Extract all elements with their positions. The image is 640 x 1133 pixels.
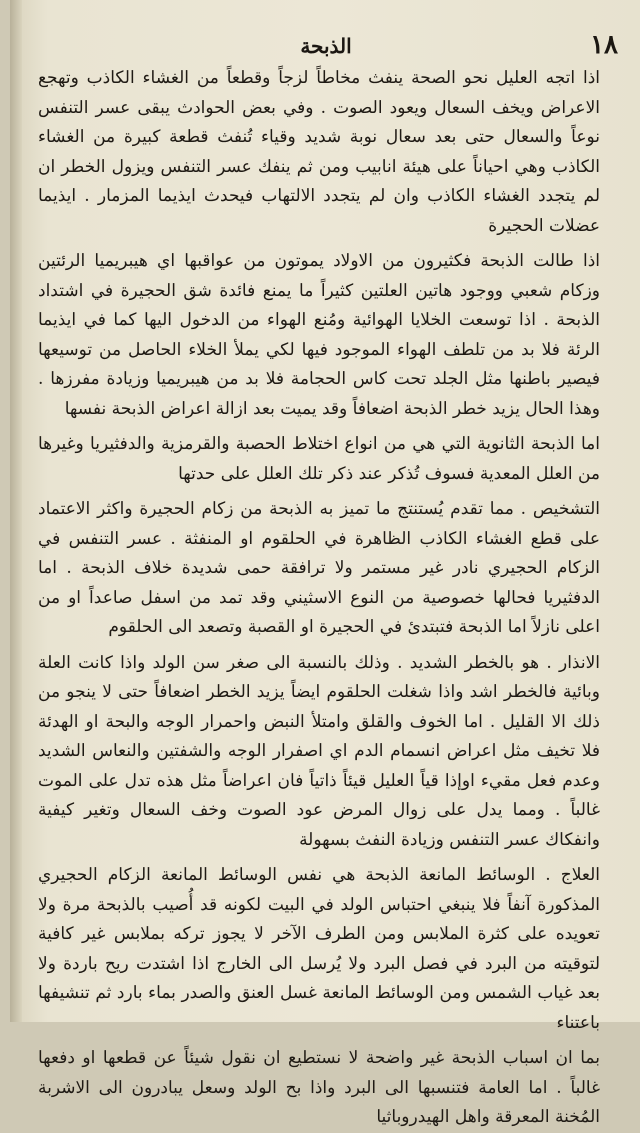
paragraph-7: بما ان اسباب الذبحة غير واضحة لا نستطيع ان نقول شيئاً عن قطعها او دفعها غالباً . اما العامة فتنسبها الى البرد واذا بح الولد وسعل يبادرون الى الاشربة المُخنة المعرقة واهل الهيدروباثيا bbox=[38, 1048, 600, 1127]
running-title: الذبحة bbox=[300, 34, 352, 58]
page-header bbox=[30, 30, 622, 66]
paragraph-1: اذا اتجه العليل نحو الصحة ينفث مخاطاً لزجاً وقطعاً من الغشاء الكاذب وتهجع الاعراض ويخف السعال ويعود الصوت . وفي بعض الحوادث يبقى عسر التنفس نوعاً والسعال حتى بعد سعال نوبة شديد وقياء تُنفث قطعة كبيرة من الغشاء الكاذب وهي احياناً على هيئة انابيب ومن ثم ينفك عسر التنفس ويزول الخطر ان لم يتجدد الغشاء الكاذب وان لم يتجدد الالتهاب فيحدث ايذيما المزمار . ايذيما عضلات الحجيرة bbox=[38, 68, 600, 236]
paragraph-3: اما الذبحة الثانوية التي هي من انواع اختلاط الحصبة والقرمزية والدفثيريا وغيرها من العلل المعدية فسوف تُذكر عند ذكر تلك العلل على حدتها bbox=[38, 434, 600, 484]
book-spine-shadow bbox=[10, 0, 22, 1022]
body-text bbox=[38, 64, 600, 1133]
paragraph-treatment: العلاج . الوسائط المانعة الذبحة هي نفس الوسائط المانعة الزكام الحجيري المذكورة آنفاً فلا ينبغي احتباس الولد في البيت لكونه قد أُصيب بالذبحة مرة ولا تعويده على كثرة الملابس ومن الطرف الآخر لا يجوز تركه بملابس غير كافية لتوقيته من البرد في فصل البرد ولا يُرسل الى الخارج اذا اشتدت ريح باردة ولا بعد غياب الشمس ومن الوسائط المانعة غسل العنق والصدر بماء بارد ثم تنشيفها باعتناء bbox=[38, 865, 600, 1033]
paragraph-2: اذا طالت الذبحة فكثيرون من الاولاد يموتون من عواقبها اي هيبريميا الرئتين وزكام شعبي ووجود هاتين العلتين كثيراً ما يمنع فائدة شق الحجيرة في اشتداد الذبحة . اذا توسعت الخلايا الهوائية ومُنع الهواء من الدخول اليها كما في ايذيما الرئة فلا بد من تلطف الهواء الموجود فيها لكي يملأ الخلاء الحاصل من توسيعها فيصير باطنها مثل الجلد تحت كاس الحجامة فلا بد من هيبريميا وزيادة مفرزها . وهذا الحال يزيد خطر الذبحة اضعافاً وقد يميت بعد ازالة اعراض الذبحة نفسها bbox=[38, 251, 600, 419]
paragraph-prognosis: الانذار . هو بالخطر الشديد . وذلك بالنسبة الى صغر سن الولد واذا كانت العلة وبائية فالخطر اشد واذا شغلت الحلقوم ايضاً يزيد الخطر اضعافاً حتى لا ينجو من ذلك الا القليل . اما الخوف والقلق وامتلأ النبض واحمرار الوجه والبحة او الهدئة فلا تخيف مثل اعراض انسمام الدم اي اصفرار الوجه والشفتين والنعاس الشديد وعدم فعل مقيء اوإذا قياً العليل قيئاً ذاتياً فان اعراضاً مثل هذه تدل على الموت غالباً . ومما يدل على زوال المرض عود الصوت وخف السعال وتغير كيفية وانفكاك عسر التنفس وزيادة النفث بسهولة bbox=[38, 652, 600, 850]
page-number: ١٨ bbox=[590, 30, 618, 60]
book-page bbox=[10, 0, 640, 1127]
paragraph-diagnosis: التشخيص . مما تقدم يُستنتج ما تميز به الذبحة من زكام الحجيرة واكثر الاعتماد على قطع الغشاء الكاذب الظاهرة في الحلقوم او المنفثة . عسر التنفس في الزكام الحجيري نادر غير مستمر ولا ترافقة حمى شديدة خلاف الذبحة . اما الدفثيريا فحالها خصوصية من النوع الاسثيني وقد تمد من اسفل صاعداً او من اعلى نازلاً اما الذبحة فتبتدئ في الحجيرة او القصبة وتصعد الى الحلقوم bbox=[38, 499, 600, 637]
